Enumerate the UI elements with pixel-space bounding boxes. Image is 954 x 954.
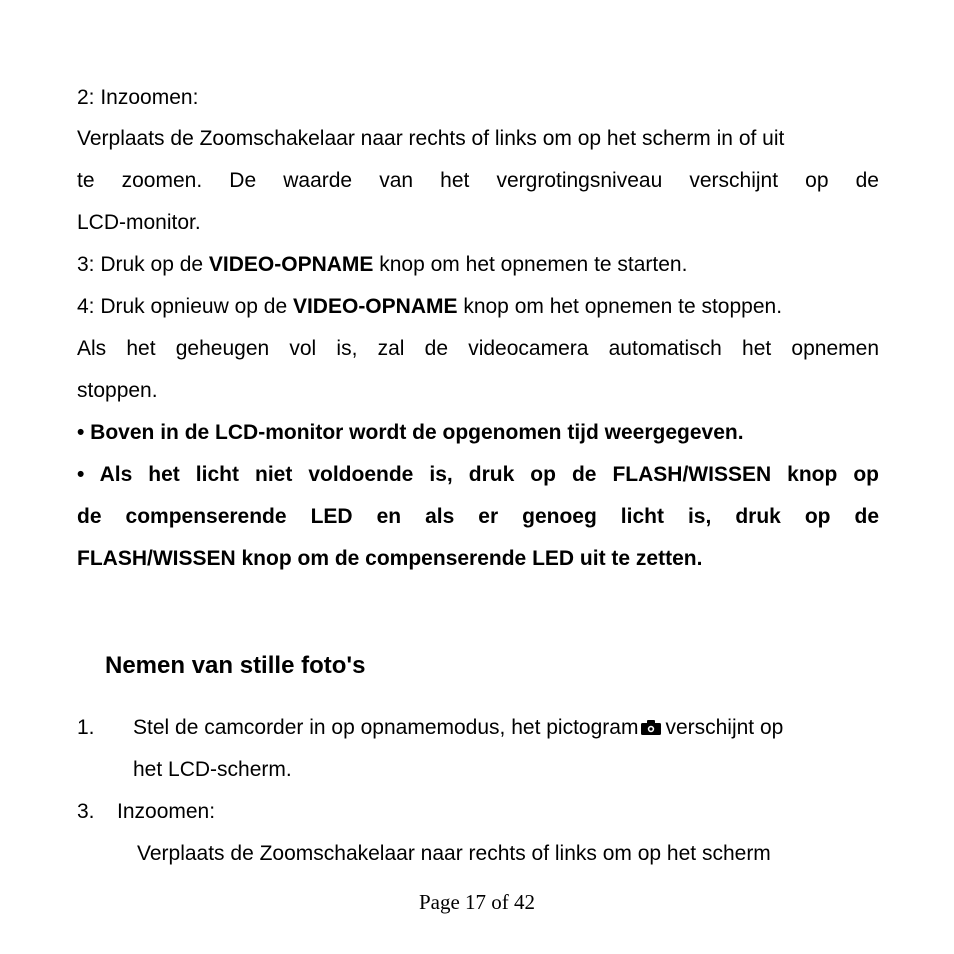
note-flash-line-1: • Als het licht niet voldoende is, druk op de FLASH/WISSEN knop op (77, 463, 879, 486)
list-number-3: 3. (77, 800, 95, 823)
step-4-line (77, 286, 879, 328)
step-3-line (77, 244, 879, 286)
step-3-prefix: 3: Druk op de (77, 253, 209, 276)
step-4-prefix: 4: Druk opnieuw op de (77, 295, 293, 318)
section-heading-still-photos: Nemen van stille foto's (105, 652, 366, 679)
camera-icon (641, 720, 661, 735)
list-item-1-suffix: verschijnt op (665, 716, 784, 739)
zoom-paragraph-line-3: LCD-monitor. (77, 211, 201, 234)
step-4-line-2: Als het geheugen vol is, zal de videocamera automatisch het opnemen (77, 337, 879, 360)
list-item-3-label: Inzoomen: (117, 800, 216, 823)
list-item-1-line-2: het LCD-scherm. (133, 758, 292, 781)
note-flash-line-2: de compenserende LED en als er genoeg licht is, druk op de (77, 505, 879, 528)
step-3-suffix: knop om het opnemen te starten. (373, 253, 688, 276)
step-3-button-name: VIDEO-OPNAME (208, 253, 374, 276)
list-item-3-line-2: Verplaats de Zoomschakelaar naar rechts of links om op het scherm (137, 842, 771, 865)
step-4-suffix: knop om het opnemen te stoppen. (457, 295, 783, 318)
list-number-1: 1. (77, 716, 95, 739)
step-4-line-3: stoppen. (77, 379, 158, 402)
note-flash-line-3: FLASH/WISSEN knop om de compenserende LED uit te zetten. (77, 547, 703, 570)
note-recorded-time: • Boven in de LCD-monitor wordt de opgenomen tijd weergegeven. (77, 421, 744, 444)
zoom-paragraph-line-1: Verplaats de Zoomschakelaar naar rechts of links om op het scherm in of uit (77, 127, 785, 150)
list-item-1-prefix: Stel de camcorder in op opnamemodus, het pictogram (133, 716, 639, 739)
list-item-1-line-1 (133, 707, 879, 749)
page-number-footer: Page 17 of 42 (418, 890, 536, 914)
zoom-title: 2: Inzoomen: (77, 86, 199, 109)
zoom-paragraph-line-2: te zoomen. De waarde van het vergrotingsniveau verschijnt op de (77, 169, 879, 192)
step-4-button-name: VIDEO-OPNAME (292, 295, 458, 318)
